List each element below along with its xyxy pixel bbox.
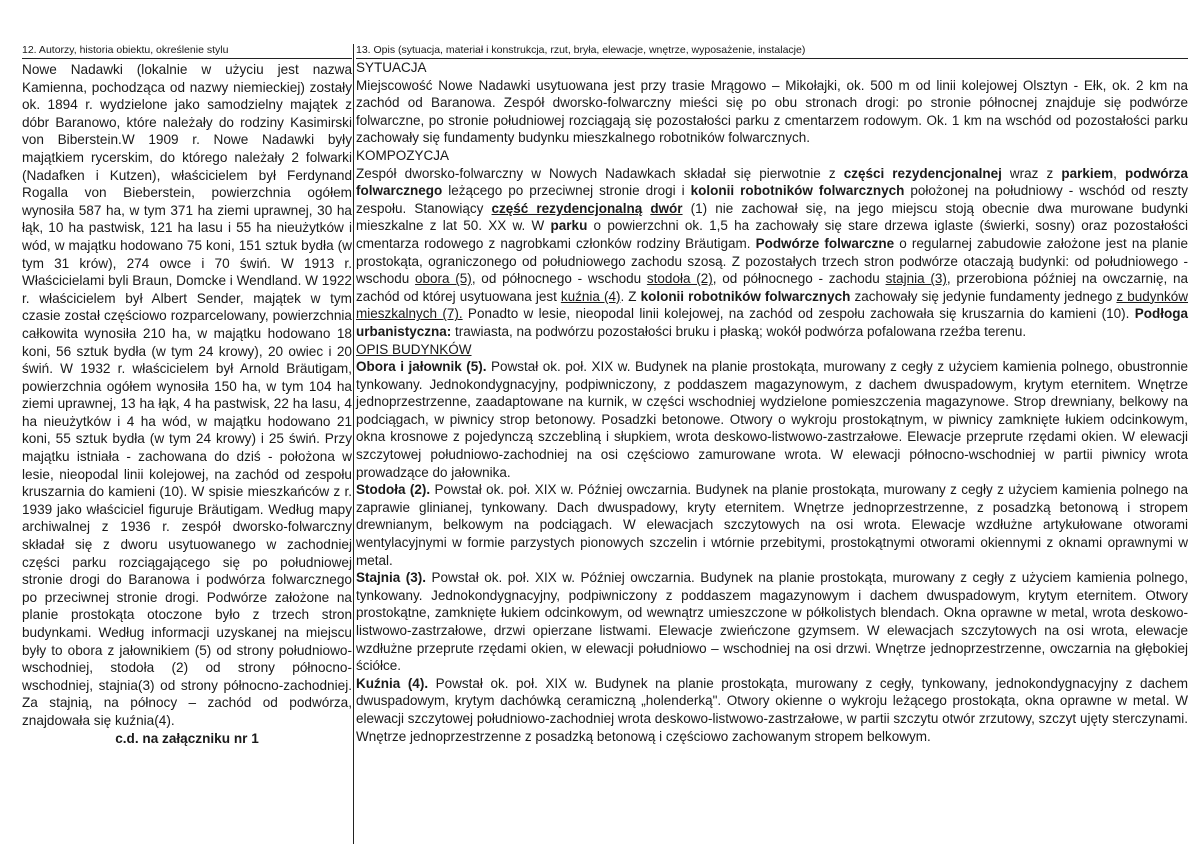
situation-heading: SYTUACJA [356, 60, 427, 75]
building-stajnia: Stajnia (3). Powstał ok. poł. XIX w. Później owczarnia. Budynek na planie prostokąta, murowany z cegły z użyciem kamienia polnego, tynkowany. Jednokondygnacyjny, podpiwniczony z poddaszem magazynowym i dachem dwuspadowym, krytym eternitem. Otwory prostokątne, zamknięte łukiem odcinkowym, od wewnątrz umieszczone w półkolistych blendach. Okna oprawne w metal, wrota deskowo-listwowo-zastrzałowe, drzwi opierzane listwami. Elewacje zwieńczone gzymsem. W elewacjach szczytowych na osi wrota, elewacje wzdłużne przeprute rzędami okien, w elewacji południowo – wschodniej na osi drzwi. Wnętrze jednoprzestrzenne, owczarnia na głębokiej ściółce. [356, 570, 1189, 674]
situation-text: Miejscowość Nowe Nadawki usytuowana jest przy trasie Mrągowo – Mikołajki, ok. 500 m od linii kolejowej Olsztyn - Ełk, ok. 2 km na zachód od Baranowa. Zespół dworsko-folwarczny mieści się po obu stronach drogi: po stronie północnej znajduje się podwórze folwarczne, po stronie południowej rozciągają się pozostałości parku z cmentarzem rodowym. Ok. 1 km na wschód od pozostałości parku zachowały się fundamenty budynku mieszkalnego robotników folwarcznych. [356, 77, 1188, 146]
composition-heading: KOMPOZYCJA [356, 147, 450, 163]
composition-text: Zespół dworsko-folwarczny w Nowych Nadawkach składał się pierwotnie z części rezydencjonalnej wraz z parkiem, podwórza folwarcznego leżącego po przeciwnej stronie drogi i kolonii robotników folwarcznych położonej na południowy - wschód od reszty zespołu. Stanowiący część rezydencjonalną dwór (1) nie zachował się, na jego miejscu stoją obecnie dwa murowane budynki mieszkalne z lat 50. XX w. W parku o powierzchni ok. 1,5 ha zachowały się stare drzewa iglaste (świerki, sosny) oraz pozostałości cmentarza rodowego z nagrobkami członków rodziny Bräutigam. Podwórze folwarczne o regularnej zabudowie założone jest na planie prostokąta, ograniczonego od południowego zachodu szosą. Z pozostałych trzech stron podwórze otaczają budynki: od południowego - wschodu obora (5), od północnego - wschodu stodoła (2), od północnego - zachodu stajnia (3), przerobiona później na owczarnię, na zachód od której usytuowana jest kuźnia (4). Z kolonii robotników folwarcznych zachowały się jedynie fundamenty jednego z budynków mieszkalnych (7). Ponadto w lesie, nieopodal linii kolejowej, na zachód od zespołu zachowała się kruszarnia do kamieni (10). Podłoga urbanistyczna: trawiasta, na podwórzu pozostałości bruku i płaską; wokół podwórza pofalowana rzeźba terenu. [356, 165, 1189, 339]
section-12-header: 12. Autorzy, historia obiektu, określenie stylu [22, 44, 352, 59]
building-kuznia: Kuźnia (4). Powstał ok. poł. XIX w. Budynek na planie prostokąta, murowany z cegły, tynkowany, jednokondygnacyjny z dachem dwuspadowym, krytym dachówką ceramiczną „holenderką". Otwory okienne o wykroju leżącego prostokąta, okna oprawne w metal. W elewacji szczytowej południowo-zachodniej wrota deskowo-listwowo-zastrzałowe, w partii szczytu otwór zrzutowy, szczyt ujęty sterczynami. Wnętrze jednoprzestrzenne z posadzką betonową i częściowo zachowanym stropem belkowym. [356, 675, 1188, 744]
left-column [22, 44, 352, 748]
history-text: Nowe Nadawki (lokalnie w użyciu jest nazwa Kamienna, pochodząca od nazwy niemieckiej) zostały ok. 1894 r. wydzielone jako samodzielny majątek z dóbr Baranowo, które należały do rodziny Kasimirski von Biberstein.W 1909 r. Nowe Nadawki były majątkiem rycerskim, do którego należały 2 folwarki (Nadafken i Kutzen), właścicielem był Ferdynand Rogalla von Bieberstein, powierzchnia ogółem wynosiła 587 ha, w tym 371 ha ziemi uprawnej, 30 ha łąk, 10 ha pastwisk, 121 ha lasu i 55 ha nieużytków i wód, w majątku hodowano 75 koni, 151 sztuk bydła (w tym 31 krów), 274 owce i 70 świń. W 1913 r. Właścicielami byli Braun, Domcke i Wendland. W 1922 r. właścicielem był Albert Sender, majątek w tym czasie został częściowo rozparcelowany, powierzchnia całkowita wynosiła 210 ha, w majątku hodowano 18 koni, 56 sztuk bydła (w tym 24 krowy), 20 owiec i 20 świń. W 1932 r. właścicielem był Arnold Bräutigam, powierzchnia ogółem wynosiła 150 ha, w tym 104 ha ziemi uprawnej, 13 ha łąk, 4 ha pastwisk, 22 ha lasu, 4 ha nieużytków i 4 ha wód, w majątku hodowano 21 koni, 55 sztuk bydła (w tym 24 krowy) i 25 świń. Przy majątku istniała - zachowana do dziś - położona w lesie, nieopodal linii kolejowej, na zachód od zespołu kruszarnia do kamieni (10). W spisie mieszkańców z r. 1939 jako właściciel figuruje Bräutigam. Według mapy archiwalnej z 1936 r. zespół dworsko-folwarczny składał się z dworu usytuowanego w zachodniej części parku rozciągającego się po południowej stronie drogi do Baranowa i podwórza folwarcznego po przeciwnej stronie drogi. Podwórze założone na planie prostokąta otoczone było z trzech stron budynkami. Według informacji uzyskanej na miejscu były to obora z jałownikiem (5) od strony południowo-wschodniej, stodoła (2) od strony północno-wschodniej, stajnia(3) od strony północno-zachodniej. Za stajnią, na północy – zachód od podwórza, znajdowała się kuźnia(4). [22, 62, 352, 728]
building-stodola: Stodoła (2). Powstał ok. poł. XIX w. Później owczarnia. Budynek na planie prostokąta, murowany z cegły z użyciem kamienia polnego na zaprawie glinianej, tynkowany. Dach dwuspadowy, kryty eternitem. Wnętrze jednoprzestrzenne, z posadzką betonową i stropem drewnianym, belkowym na podciągach. W elewacjach szczytowych na osi wrota. Elewacje wzdłużne artykułowane otworami wentylacyjnymi w formie parzystych pionowych szczelin i wtórnie przebitymi, prostokątnymi otworami okiennymi z oknami oprawnymi w metal. [356, 482, 1189, 568]
building-obora: Obora i jałownik (5). Powstał ok. poł. XIX w. Budynek na planie prostokąta, murowany z cegły z użyciem kamienia polnego, obustronnie tynkowany. Jednokondygnacyjny, podpiwniczony, z poddaszem magazynowym, z dachem dwuspadowym, krytym eternitem. Wnętrze jednoprzestrzenne, zaadaptowane na kurnik, w części wschodniej wydzielone pomieszczenia magazynowe. Strop drewniany, belkowy na podciągach, w piwnicy strop betonowy. Posadzki betonowe. Otwory o wykroju prostokątnym, w piwnicy zamknięte łukiem odcinkowym, okna krosnowe z pojedynczą szczebliną i słupkiem, wrota deskowo-listwowo-zastrzałowe. Elewacje przeprute rzędami okien. W elewacji szczytowej południowo-zachodniej na osi częściowo zamurowane wrota. W elewacji północno-wschodniej w partii piwnicy wrota prowadzące do jałownika. [356, 359, 1188, 480]
buildings-heading: OPIS BUDYNKÓW [356, 341, 472, 357]
section-13-header: 13. Opis (sytuacja, materiał i konstrukcja, rzut, bryła, elewacje, wnętrze, wyposażenie, instalacje) [356, 44, 1188, 59]
continued-note: c.d. na załączniku nr 1 [115, 730, 259, 746]
right-column [356, 44, 1188, 745]
column-divider [353, 44, 354, 844]
